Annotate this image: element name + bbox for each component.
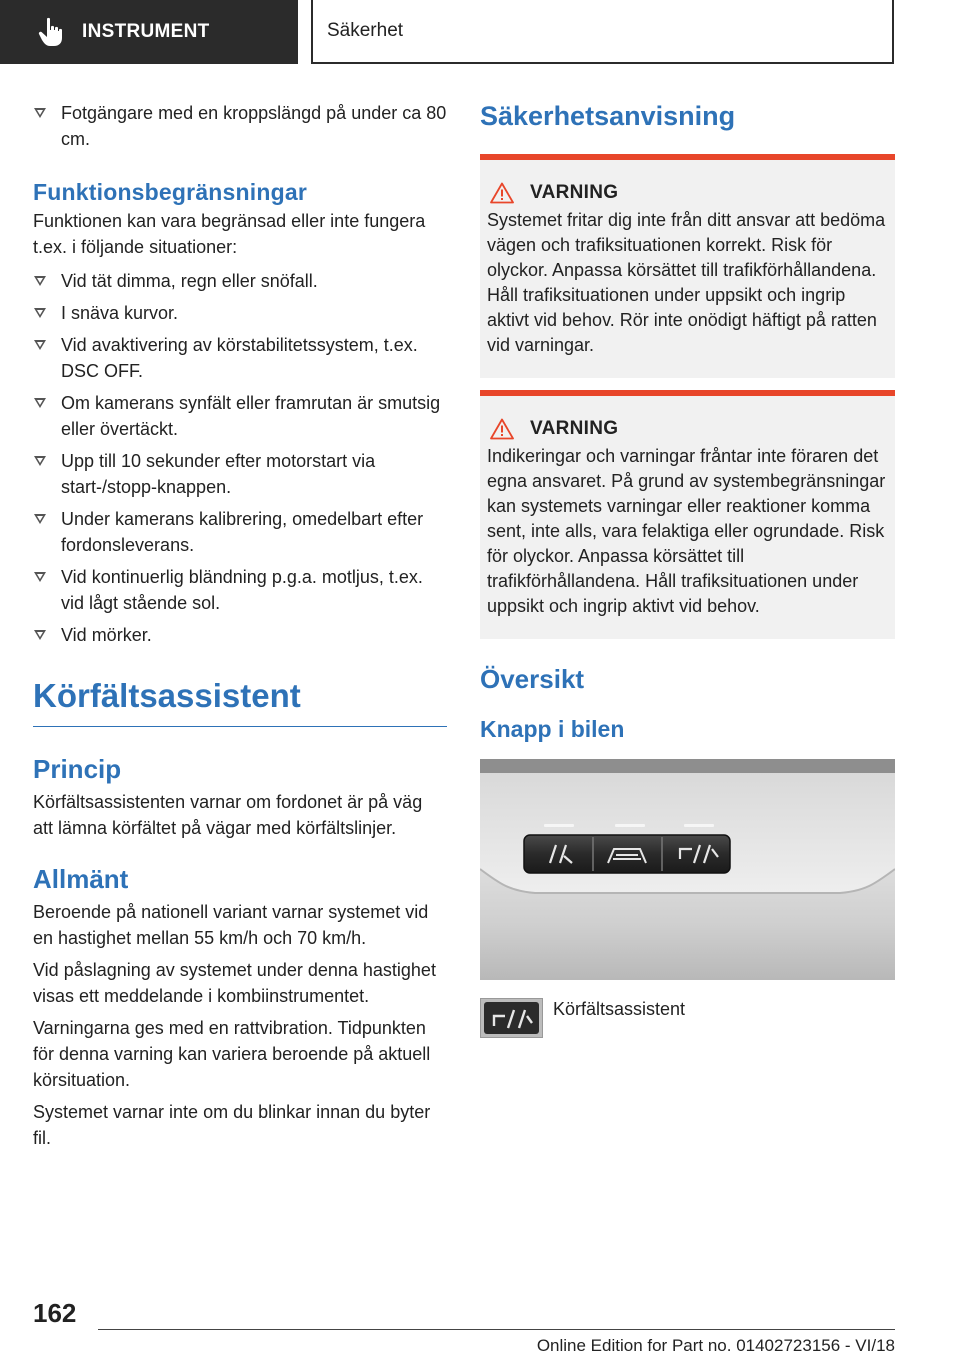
button-panel-illustration: [480, 759, 895, 980]
button-caption: Körfältsassistent: [553, 999, 686, 1019]
general-paragraph: Vid påslagning av systemet under denna hastighet visas ett meddelande i kombiinstrumentet.: [33, 960, 436, 1006]
bullet-triangle-icon: [34, 572, 46, 582]
hand-pointer-icon: [38, 17, 64, 47]
general-paragraph: Beroende på nationell variant varnar systemet vid en hastighet mellan 55 km/h och 70 km/h.: [33, 902, 429, 948]
section-tab: [311, 0, 894, 64]
list-item: Vid kontinuerlig bländning p.g.a. motljus, t.ex. vid lågt stående sol.: [33, 564, 447, 616]
car-button-photo: [480, 759, 895, 980]
caption-row: [480, 998, 895, 1038]
left-column: [33, 100, 447, 1151]
bullet-triangle-icon: [34, 398, 46, 408]
warning-triangle-icon: [490, 418, 514, 440]
chapter-heading: Körfältsassistent: [33, 677, 301, 714]
chapter-tab: [0, 0, 298, 64]
list-item: Vid tät dimma, regn eller snöfall.: [33, 268, 447, 294]
principle-heading: Princip: [33, 754, 122, 784]
general-paragraph: Varningarna ges med en rattvibration. Tidpunkten för denna varning kan variera beroende på aktuell körsituation.: [33, 1018, 431, 1090]
list-item: Upp till 10 sekunder efter motorstart via start-/stopp-knappen.: [33, 448, 447, 500]
page-number: 162: [33, 1298, 77, 1328]
footer-edition: Online Edition for Part no. 01402723156 - VI/18: [536, 1336, 895, 1355]
bullet-triangle-icon: [34, 456, 46, 466]
principle-text: Körfältsassistenten varnar om fordonet är på väg att lämna körfältet på vägar med körfältslinjer.: [33, 792, 423, 838]
warning-box: [480, 390, 895, 639]
bullet-triangle-icon: [34, 308, 46, 318]
list-item: Om kamerans synfält eller framrutan är smutsig eller övertäckt.: [33, 390, 447, 442]
bullet-triangle-icon: [34, 630, 46, 640]
warning-triangle-icon: [490, 182, 514, 204]
general-heading: Allmänt: [33, 864, 129, 894]
bullet-triangle-icon: [34, 514, 46, 524]
overview-heading: Översikt: [480, 664, 585, 694]
button-heading: Knapp i bilen: [480, 716, 625, 742]
safety-heading: Säkerhetsanvisning: [480, 101, 736, 131]
list-item: I snäva kurvor.: [33, 300, 447, 326]
general-paragraph: Systemet varnar inte om du blinkar innan du byter fil.: [33, 1102, 431, 1148]
list-item: Vid mörker.: [33, 622, 447, 648]
limits-bullet-list: [33, 268, 447, 648]
lane-assist-button-icon: [480, 998, 543, 1038]
list-item: Vid avaktivering av körstabilitetssystem, t.ex. DSC OFF.: [33, 332, 447, 384]
warning-header: [487, 418, 887, 440]
warning-box: [480, 154, 895, 378]
footer-divider: [98, 1329, 895, 1330]
warning-text: Systemet fritar dig inte från ditt ansvar att bedöma vägen och trafiksituationen korrekt. Risk för olyckor. Anpassa körsättet till trafikförhållandena. Håll trafiksituationen under uppsikt och ingrip aktivt vid behov. Rör inte onödigt häftigt på ratten vid varningar.: [487, 210, 886, 355]
list-item: Under kamerans kalibrering, omedelbart efter fordonsleverans.: [33, 506, 447, 558]
warning-text: Indikeringar och varningar fråntar inte föraren det egna ansvaret. På grund av systembegränsningar kan systemets varningar eller reaktioner komma sent, inte alls, vara felaktiga eller ogrundade. Risk för olyckor. Anpassa körsättet till trafikförhållandena. Håll trafiksituationen under uppsikt och ingrip aktivt vid behov.: [487, 446, 886, 616]
section-label: Säkerhet: [327, 20, 404, 41]
bullet-triangle-icon: [34, 108, 46, 118]
list-item: Fotgängare med en kroppslängd på under ca 80 cm.: [33, 100, 447, 152]
warning-header: [487, 182, 887, 204]
chapter-label: INSTRUMENT: [82, 21, 210, 42]
bullet-triangle-icon: [34, 340, 46, 350]
top-bullet-list: [33, 100, 447, 152]
right-column: [480, 100, 895, 1038]
warning-title: VARNING: [530, 418, 619, 439]
limits-intro: Funktionen kan vara begränsad eller inte fungera t.ex. i följande situationer:: [33, 211, 426, 257]
section-heading-limits: Funktionsbegränsningar: [33, 179, 308, 205]
bullet-triangle-icon: [34, 276, 46, 286]
warning-title: VARNING: [530, 182, 619, 203]
